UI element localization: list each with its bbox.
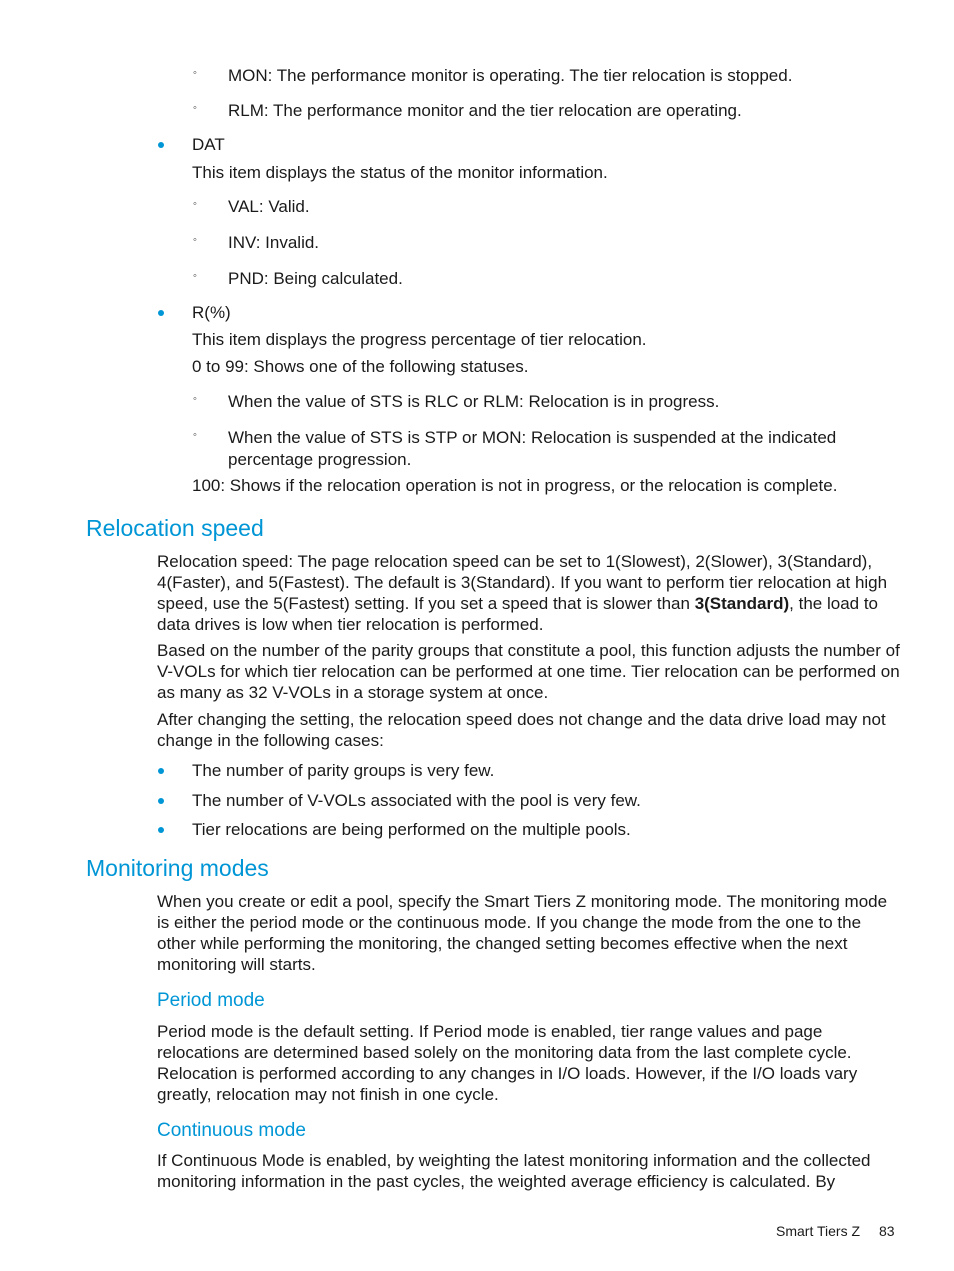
case-bullet-item: The number of V-VOLs associated with the pool is very few.: [192, 791, 641, 810]
rpct-item-stp-continued: percentage progression.: [228, 450, 412, 469]
case-bullet-item: Tier relocations are being performed on the multiple pools.: [192, 820, 631, 839]
relocation-speed-p1-text-end: , the load to data drives is low when tier relocation is performed.: [157, 594, 878, 634]
sub-bullet-icon: ◦: [193, 270, 197, 282]
dat-item-inv: INV: Invalid.: [228, 233, 320, 252]
bullet-icon: [158, 142, 164, 148]
relocation-speed-paragraph-1: [157, 551, 902, 635]
sub-bullet-icon: ◦: [193, 102, 197, 114]
sub-bullet-icon: ◦: [193, 234, 197, 246]
monitoring-modes-heading: Monitoring modes: [86, 855, 269, 881]
sts-mon-item: MON: The performance monitor is operating. The tier relocation is stopped.: [228, 66, 793, 85]
relocation-speed-p1-text: Relocation speed: The page relocation speed can be set to 1(Slowest), 2(Slower), 3(Standard), 4(Faster), and 5(Fastest). The default is 3(Standard). If you want to perform tier relocation at high speed, use the 5(Fastest) setting. If you set a speed that is slower than: [157, 552, 888, 613]
sub-bullet-icon: ◦: [193, 393, 197, 405]
rpct-complete: 100: Shows if the relocation operation is not in progress, or the relocation is complete.: [192, 476, 838, 495]
monitoring-modes-paragraph: When you create or edit a pool, specify the Smart Tiers Z monitoring mode. The monitoring mode is either the period mode or the continuous mode. If you change the mode from the one to the other while performing the monitoring, the changed setting becomes effective when the next monitoring will starts.: [157, 892, 888, 974]
rpct-description: This item displays the progress percentage of tier relocation.: [192, 330, 647, 349]
dat-item-val: VAL: Valid.: [228, 197, 310, 216]
period-mode-heading: Period mode: [157, 990, 265, 1011]
footer-section-title: Smart Tiers Z: [776, 1223, 861, 1239]
dat-description: This item displays the status of the monitor information.: [192, 163, 608, 182]
footer-page-number: 83: [879, 1223, 895, 1239]
dat-item-pnd: PND: Being calculated.: [228, 269, 403, 288]
rpct-range-description: 0 to 99: Shows one of the following statuses.: [192, 357, 529, 376]
relocation-speed-paragraph-2: Based on the number of the parity groups that constitute a pool, this function adjusts the number of V-VOLs for which tier relocation can be performed at one time. Tier relocation can be performed on as many as 32 V-VOLs in a storage system at once.: [157, 641, 900, 702]
sts-rlm-item: RLM: The performance monitor and the tier relocation are operating.: [228, 101, 742, 120]
dat-title: DAT: [192, 135, 225, 154]
continuous-mode-heading: Continuous mode: [157, 1120, 306, 1141]
case-bullet-item: The number of parity groups is very few.: [192, 761, 495, 780]
rpct-item-stp: When the value of STS is STP or MON: Relocation is suspended at the indicated: [228, 428, 837, 447]
rpct-item-rlc: When the value of STS is RLC or RLM: Relocation is in progress.: [228, 392, 720, 411]
period-mode-paragraph: Period mode is the default setting. If Period mode is enabled, tier range values and page relocations are determined based solely on the monitoring data from the last complete cycle. Relocation is performed according to any changes in I/O loads. However, if the I/O loads vary greatly, relocation may not finish in one cycle.: [157, 1022, 858, 1104]
sub-bullet-icon: ◦: [193, 198, 197, 210]
bullet-icon: [158, 768, 164, 774]
standard-speed-emphasis: 3(Standard): [694, 594, 790, 613]
relocation-speed-paragraph-3: After changing the setting, the relocation speed does not change and the data drive load may not change in the following cases:: [157, 710, 886, 750]
rpct-title: R(%): [192, 303, 231, 322]
bullet-icon: [158, 310, 164, 316]
sub-bullet-icon: ◦: [193, 429, 197, 441]
relocation-speed-heading: Relocation speed: [86, 515, 264, 541]
bullet-icon: [158, 827, 164, 833]
sub-bullet-icon: ◦: [193, 67, 197, 79]
bullet-icon: [158, 798, 164, 804]
continuous-mode-paragraph: If Continuous Mode is enabled, by weighting the latest monitoring information and the collected monitoring information in the past cycles, the weighted average efficiency is calculated. By: [157, 1151, 871, 1191]
